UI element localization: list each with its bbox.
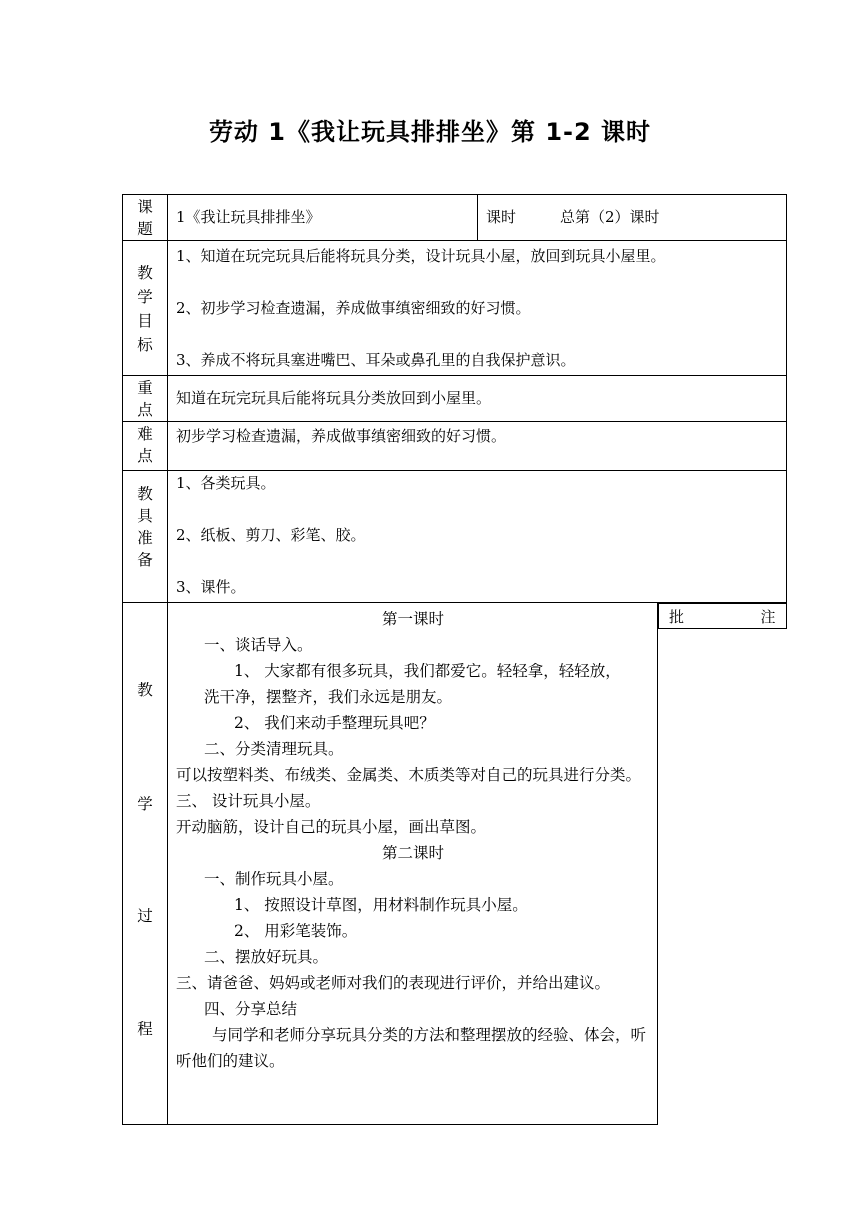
process-step: 洗干净，摆整齐，我们永远是朋友。 bbox=[204, 688, 453, 706]
difficulties-value: 初步学习检查遗漏，养成做事缜密细致的好习惯。 bbox=[168, 422, 787, 471]
process-step: 1、 按照设计草图，用材料制作玩具小屋。 bbox=[234, 896, 528, 914]
key-points-row bbox=[123, 376, 787, 422]
goals-row bbox=[123, 241, 787, 376]
process-step: 二、摆放好玩具。 bbox=[204, 948, 329, 966]
process-step: 2、 我们来动手整理玩具吧？ bbox=[234, 714, 435, 732]
topic-row bbox=[123, 195, 787, 241]
material-item: 2、纸板、剪刀、彩笔、胶。 bbox=[176, 526, 366, 544]
process-step: 四、分享总结 bbox=[204, 1000, 298, 1018]
process-row bbox=[123, 603, 787, 1125]
notes-label-2: 注 bbox=[760, 608, 776, 626]
process-step: 1、 大家都有很多玩具，我们都爱它。轻轻拿，轻轻放， bbox=[234, 662, 621, 680]
material-item: 1、各类玩具。 bbox=[176, 474, 276, 492]
hours-label: 课时 bbox=[486, 208, 517, 226]
page-title: 劳动 1《我让玩具排排坐》第 1-2 课时 bbox=[208, 118, 652, 146]
process-label: 教 学 过 程 bbox=[123, 603, 168, 1125]
notes-label-1: 批 bbox=[669, 608, 685, 626]
notes-column bbox=[658, 603, 787, 629]
process-step: 2、 用彩笔装饰。 bbox=[234, 922, 358, 940]
key-points-label: 重 点 bbox=[123, 376, 168, 422]
difficulties-label: 难 点 bbox=[123, 422, 168, 471]
goal-item: 2、初步学习检查遗漏，养成做事缜密细致的好习惯。 bbox=[176, 299, 531, 317]
process-step: 一、谈话导入。 bbox=[204, 636, 313, 654]
process-step: 与同学和老师分享玩具分类的方法和整理摆放的经验、体会，听听他们的建议。 bbox=[176, 1026, 647, 1070]
goals-label: 教 学 目 标 bbox=[123, 241, 168, 376]
materials-label: 教 具 准 备 bbox=[123, 471, 168, 603]
hours-value: 总第（2）课时 bbox=[560, 208, 660, 226]
process-step: 三、请爸爸、妈妈或老师对我们的表现进行评价，并给出建议。 bbox=[176, 974, 611, 992]
goal-item: 3、养成不将玩具塞进嘴巴、耳朵或鼻孔里的自我保护意识。 bbox=[176, 351, 576, 369]
topic-label: 课 题 bbox=[123, 195, 168, 241]
lesson1-heading: 第一课时 bbox=[381, 610, 444, 628]
material-item: 3、课件。 bbox=[176, 578, 246, 596]
difficulties-row bbox=[123, 422, 787, 471]
lesson2-heading: 第二课时 bbox=[381, 844, 444, 862]
hours-cell bbox=[478, 195, 787, 241]
key-points-value: 知道在玩完玩具后能将玩具分类放回到小屋里。 bbox=[168, 376, 787, 422]
process-step: 三、 设计玩具小屋。 bbox=[176, 792, 321, 810]
process-step: 可以按塑料类、布绒类、金属类、木质类等对自己的玩具进行分类。 bbox=[176, 766, 642, 784]
materials-content bbox=[168, 471, 787, 603]
process-step: 开动脑筋，设计自己的玩具小屋，画出草图。 bbox=[176, 818, 487, 836]
goals-content bbox=[168, 241, 787, 376]
materials-row bbox=[123, 471, 787, 603]
topic-value: 1《我让玩具排排坐》 bbox=[168, 195, 478, 241]
process-step: 一、制作玩具小屋。 bbox=[204, 870, 344, 888]
process-step: 二、分类清理玩具。 bbox=[204, 740, 344, 758]
lesson-plan-table bbox=[122, 194, 787, 1125]
goal-item: 1、知道在玩完玩具后能将玩具分类，设计玩具小屋，放回到玩具小屋里。 bbox=[176, 247, 666, 265]
process-content bbox=[168, 603, 658, 1125]
